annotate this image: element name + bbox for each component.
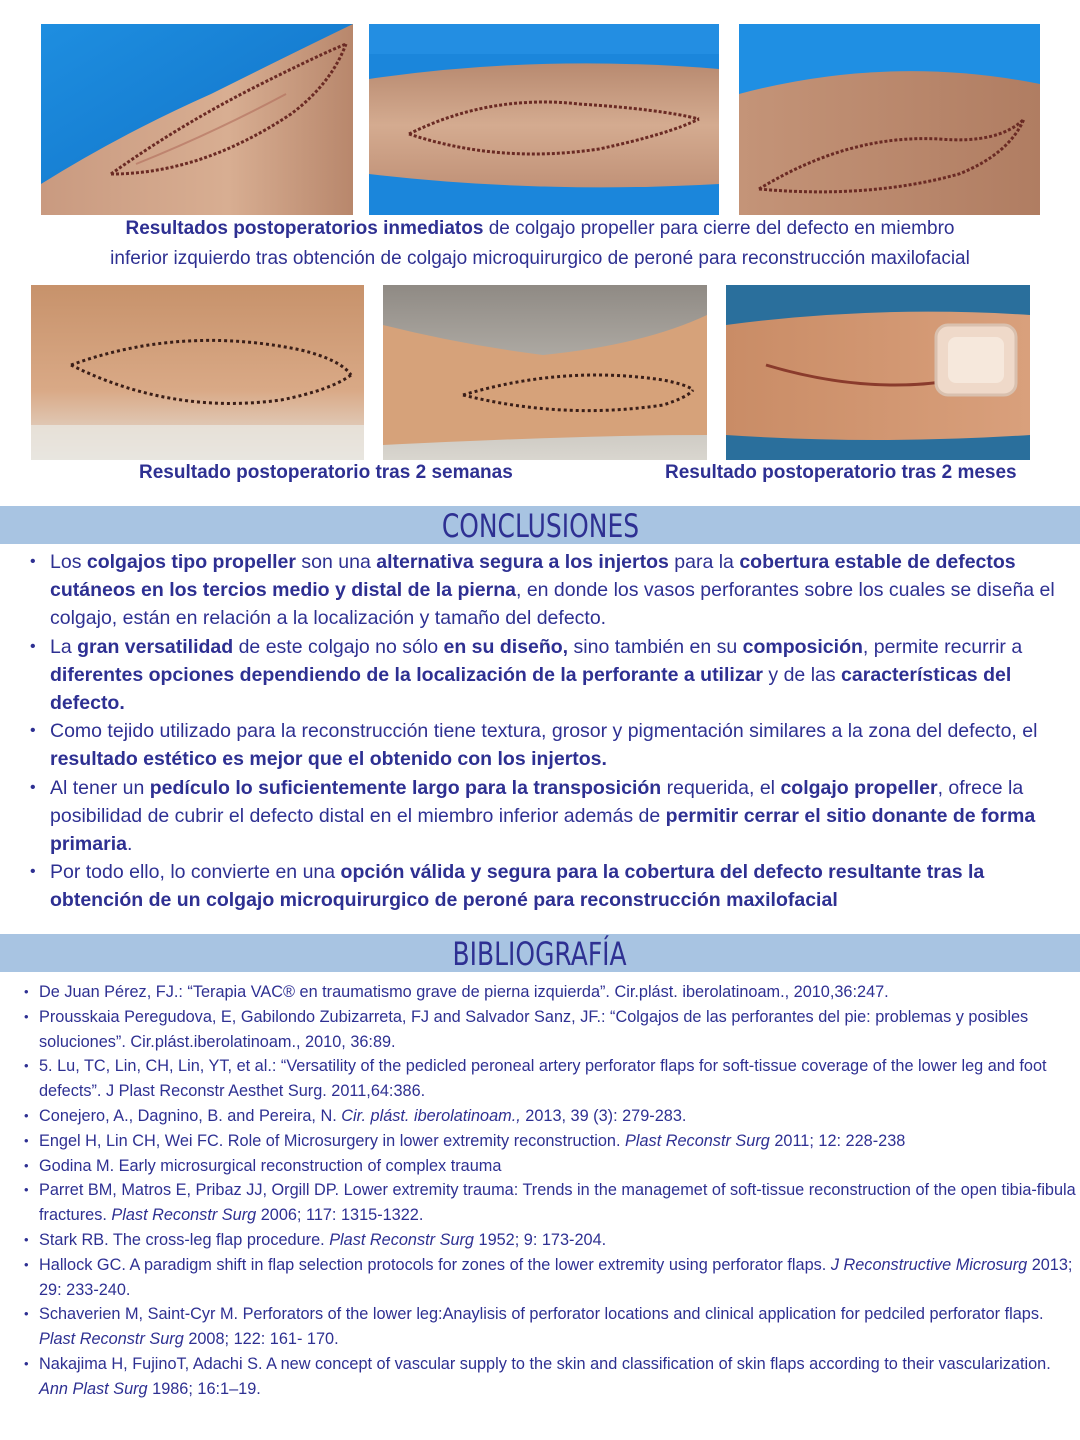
conclusion-item-text: y de las	[763, 663, 842, 686]
bibliography-item	[22, 1104, 1078, 1129]
bibliography-item	[22, 1352, 1078, 1402]
postop-photo-2-weeks-a	[31, 285, 364, 460]
bibliography-item-text: 2006; 117: 1315-1322.	[256, 1206, 424, 1225]
bibliography-item	[22, 980, 1078, 1005]
conclusion-item-text: .	[126, 833, 133, 856]
conclusion-item-emphasis: gran versatilidad	[77, 635, 234, 658]
conclusion-item-emphasis: alternativa segura a los injertos	[376, 551, 669, 573]
conclusion-item-text: Al tener un	[50, 776, 150, 799]
bibliography-item-text: Engel H, Lin CH, Wei FC. Role of Microsurgery in lower extremity reconstruction.	[39, 1131, 626, 1150]
bibliography-item	[22, 1054, 1078, 1104]
bibliography-title: BIBLIOGRAFÍA	[452, 935, 628, 973]
conclusion-item-emphasis: pedículo lo suficientemente largo para la transposición	[149, 776, 662, 799]
bibliography-item-text: 1986; 16:1–19.	[147, 1379, 261, 1398]
conclusions-list	[26, 548, 1056, 915]
immediate-postop-photo-3	[739, 24, 1040, 215]
conclusion-item-emphasis: composición	[742, 635, 863, 658]
caption-2-weeks: Resultado postoperatorio tras 2 semanas	[139, 462, 513, 483]
conclusion-item-text: La	[50, 635, 78, 658]
caption-2-months: Resultado postoperatorio tras 2 meses	[665, 462, 1017, 483]
caption-line2: inferior izquierdo tras obtención de colgajo microquirurgico de peroné para reconstrucción maxilofacial	[110, 248, 970, 269]
bibliography-item-emphasis: Cir. plást. iberolatinoam.,	[341, 1106, 521, 1125]
conclusion-item-text: son una	[295, 551, 377, 573]
bibliography-item	[22, 1253, 1078, 1303]
conclusion-item-emphasis: características del defecto.	[50, 663, 1012, 715]
conclusion-item-text: , permite recurrir a	[862, 635, 1023, 658]
conclusion-item	[26, 858, 1056, 914]
conclusion-item-emphasis: colgajos tipo propeller	[86, 551, 296, 573]
bibliography-item-emphasis: Plast Reconstr Surg	[625, 1131, 770, 1150]
bibliography-item-text: 5. Lu, TC, Lin, CH, Lin, YT, et al.: “Versatility of the pedicled peroneal artery perforator flaps for soft-tissue coverage of the lower leg and foot defects”. J Plast Reconstr Aesthet Surg. 2011,64:386.	[39, 1057, 1047, 1101]
bibliography-item-emphasis: Plast Reconstr Surg	[39, 1330, 184, 1349]
conclusion-item	[26, 548, 1056, 633]
bibliography-item	[22, 1005, 1078, 1055]
postop-photo-2-weeks-b	[383, 285, 707, 460]
immediate-postop-photo-2	[369, 24, 719, 215]
conclusion-item-text: Por todo ello, lo convierte en una	[50, 861, 341, 884]
bibliography-item-text: Stark RB. The cross-leg flap procedure.	[39, 1230, 330, 1249]
conclusion-item-emphasis: en su diseño,	[443, 635, 569, 658]
bibliography-item-emphasis: Plast Reconstr Surg	[329, 1230, 474, 1249]
conclusion-item-emphasis: resultado estético es mejor que el obtenido con los injertos.	[50, 748, 607, 771]
conclusion-item-emphasis: colgajo propeller	[780, 776, 938, 799]
bibliography-item-text: Nakajima H, FujinoT, Adachi S. A new concept of vascular supply to the skin and classification of skin flaps according to their vascularization.	[39, 1354, 1051, 1373]
bibliography-item	[22, 1154, 1078, 1179]
conclusion-item	[26, 774, 1056, 859]
conclusion-item-text: Los	[50, 551, 87, 573]
conclusion-item-text: para la	[668, 551, 740, 573]
conclusion-item-text: requerida, el	[661, 776, 781, 799]
bibliography-item-emphasis: Ann Plast Surg	[39, 1379, 148, 1398]
bibliography-item-text: 1952; 9: 173-204.	[473, 1230, 607, 1249]
caption-bold: Resultados postoperatorios inmediatos	[125, 218, 484, 239]
bibliography-item-text: Conejero, A., Dagnino, B. and Pereira, N.	[39, 1106, 342, 1125]
conclusions-title: CONCLUSIONES	[441, 507, 639, 545]
postop-photo-2-months	[726, 285, 1030, 460]
caption-line1: de colgajo propeller para cierre del defecto en miembro	[483, 218, 955, 239]
conclusion-item-text: Como tejido utilizado para la reconstrucción tiene textura, grosor y pigmentación similares a la zona del defecto, el	[50, 720, 1038, 743]
conclusion-item	[26, 633, 1056, 718]
bibliography-item-text: Godina M. Early microsurgical reconstruction of complex trauma	[39, 1156, 502, 1175]
conclusion-item-text: sino también en su	[568, 635, 743, 658]
bibliography-item	[22, 1178, 1078, 1228]
bibliography-item-emphasis: J Reconstructive Microsurg	[830, 1255, 1028, 1274]
immediate-results-caption	[0, 214, 1080, 274]
bibliography-item	[22, 1129, 1078, 1154]
bibliography-item-text: De Juan Pérez, FJ.: “Terapia VAC® en traumatismo grave de pierna izquierda”. Cir.plást. iberolatinoam., 2010,36:247.	[39, 983, 889, 1001]
bibliography-item-text: 2008; 122: 161- 170.	[183, 1330, 339, 1349]
bibliography-list	[22, 980, 1078, 1402]
bibliography-item-text: 2011; 12: 228-238	[769, 1131, 906, 1150]
bibliography-heading-band	[0, 934, 1080, 972]
bibliography-item	[22, 1302, 1078, 1352]
bibliography-item	[22, 1228, 1078, 1253]
bibliography-item-emphasis: Plast Reconstr Surg	[111, 1206, 257, 1225]
conclusions-heading-band	[0, 506, 1080, 544]
conclusion-item-emphasis: opción válida y segura para la cobertura del defecto resultante tras la obtención de un colgajo microquirurgico de peroné para reconstrucción maxilofacial	[50, 861, 985, 912]
bibliography-item-text: 2013; 29: 233-240.	[39, 1255, 1073, 1299]
conclusion-item-text: de este colgajo no sólo	[233, 635, 444, 658]
conclusion-item-text: , en donde los vasos perforantes sobre los cuales se diseña el colgajo, están en relación a la localización y tamaño del defecto.	[50, 579, 1055, 630]
bibliography-item-text: Parret BM, Matros E, Pribaz JJ, Orgill DP. Lower extremity trauma: Trends in the managemet of soft-tissue reconstruction of the open tibia-fibula fractures.	[39, 1181, 1076, 1225]
conclusion-item-emphasis: cobertura estable de defectos cutáneos en los tercios medio y distal de la pierna	[50, 551, 1016, 602]
conclusion-item-emphasis: diferentes opciones dependiendo de la localización de la perforante a utilizar	[50, 663, 763, 686]
conclusion-item-emphasis: permitir cerrar el sitio donante de forma primaria	[50, 804, 1036, 856]
bibliography-item-text: Prousskaia Peregudova, E, Gabilondo Zubizarreta, FJ and Salvador Sanz, JF.: “Colgajos de las perforantes del pie: problemas y posibles soluciones”. Cir.plást.iberolatinoam., 2010, 36:89.	[39, 1007, 1029, 1051]
immediate-postop-photo-1	[41, 24, 353, 215]
bibliography-item-text: Hallock GC. A paradigm shift in flap selection protocols for zones of the lower extremity using perforator flaps.	[39, 1255, 831, 1274]
bibliography-item-text: 2013, 39 (3): 279-283.	[520, 1106, 687, 1125]
bibliography-item-text: Schaverien M, Saint-Cyr M. Perforators of the lower leg:Anaylisis of perforator locations and clinical application for pedciled perforator flaps.	[39, 1305, 1044, 1324]
conclusion-item-text: , ofrece la posibilidad de cubrir el defecto distal en el miembro inferior además de	[50, 776, 1024, 827]
conclusion-item	[26, 717, 1056, 773]
